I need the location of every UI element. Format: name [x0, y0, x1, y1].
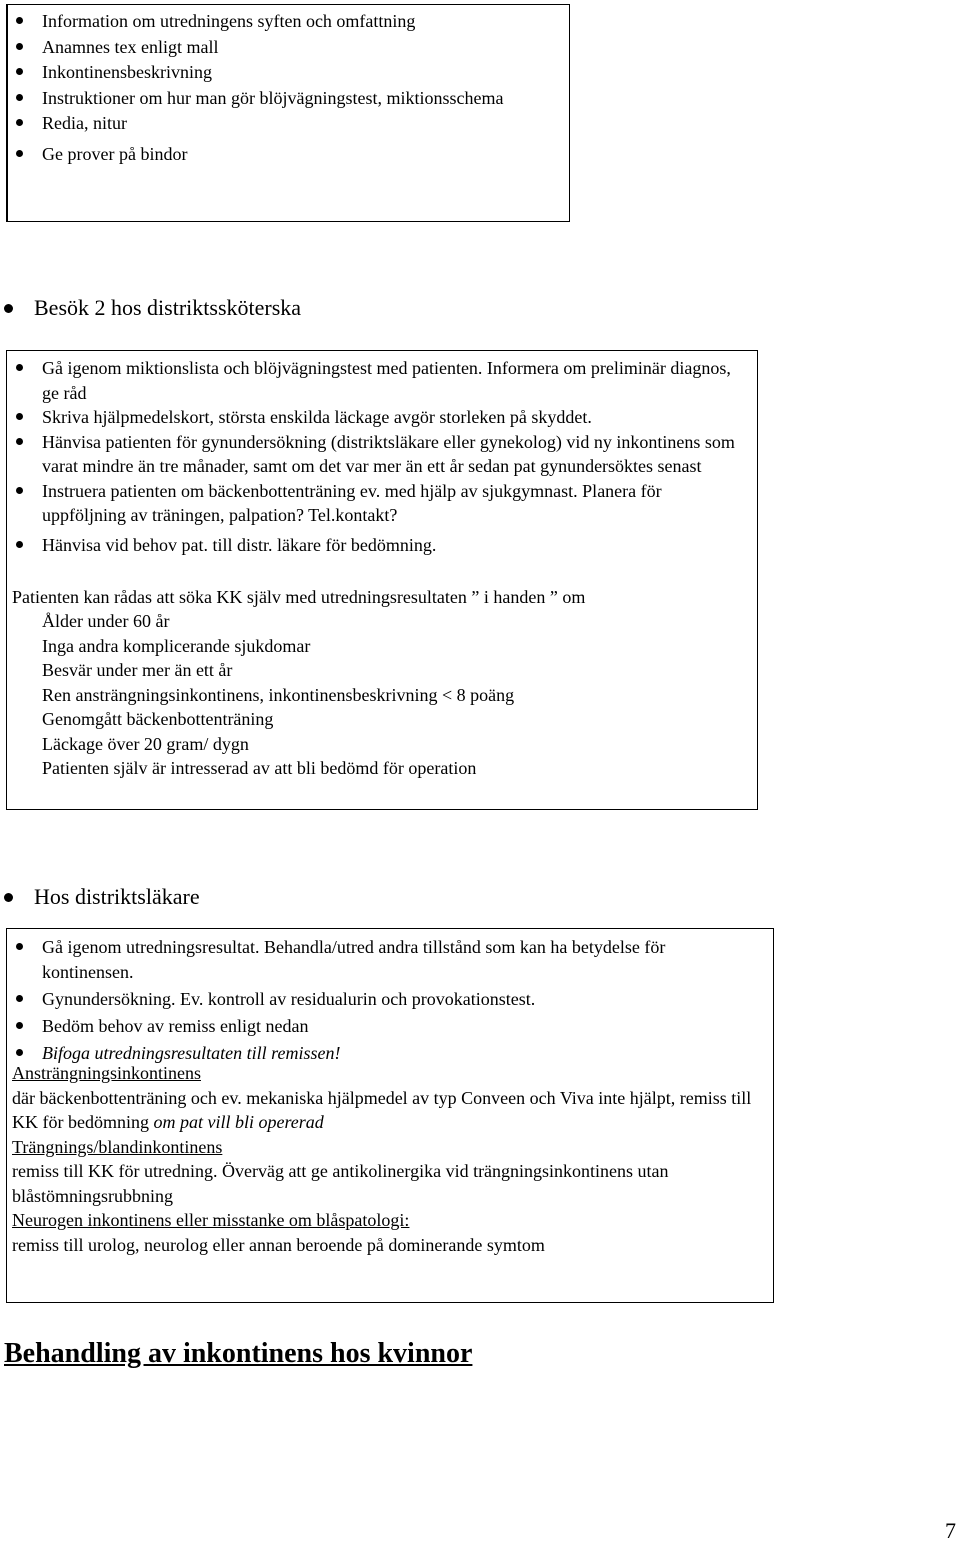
doctor-list	[6, 935, 756, 1066]
stress-heading: Ansträngningsinkontinens	[12, 1063, 201, 1083]
list-item: Bifoga utredningsresultaten till remissen!	[6, 1041, 756, 1066]
condition: Besvär under mer än ett år	[42, 660, 233, 680]
list-item: Instruktioner om hur man gör blöjvägningstest, miktionsschema	[6, 86, 546, 112]
stress-text	[12, 1086, 757, 1135]
condition: Genomgått bäckenbottenträning	[42, 709, 274, 729]
condition: Ålder under 60 år	[42, 611, 170, 631]
visit2-list	[6, 356, 736, 557]
urge-text: remiss till KK för utredning. Överväg att ge antikolinergika vid trängningsinkontinens utan blåstömningsrubbning	[12, 1161, 669, 1206]
list-item: Gå igenom miktionslista och blöjvägningstest med patienten. Informera om preliminär diagnos, ge råd	[6, 356, 736, 405]
list-item: Skriva hjälpmedelskort, största enskilda läckage avgör storleken på skyddet.	[6, 405, 736, 430]
info-list	[6, 9, 546, 167]
condition: Ren ansträngningsinkontinens, inkontinensbeskrivning < 8 poäng	[42, 684, 515, 705]
list-item: Information om utredningens syften och omfattning	[6, 9, 546, 35]
list-item: Instruera patienten om bäckenbottenträning ev. med hjälp av sjukgymnast. Planera för uppföljning av träningen, palpation? Tel.kontakt?	[6, 479, 736, 528]
referral-text	[12, 1061, 757, 1257]
list-item: Bedöm behov av remiss enligt nedan	[6, 1014, 756, 1039]
list-item: Inkontinensbeskrivning	[6, 60, 546, 86]
stress-text-italic: om pat vill bli opererad	[153, 1112, 324, 1132]
list-item: Gynundersökning. Ev. kontroll av residualurin och provokationstest.	[6, 987, 756, 1012]
list-item: Gå igenom utredningsresultat. Behandla/utred andra tillstånd som kan ha betydelse för kontinensen.	[6, 935, 756, 985]
section-heading-visit2: Besök 2 hos distriktssköterska	[0, 294, 301, 322]
condition: Läckage över 20 gram/ dygn	[42, 733, 249, 754]
kk-intro: Patienten kan rådas att söka KK själv med utredningsresultaten ” i handen ” om	[12, 587, 586, 607]
list-item: Ge prover på bindor	[6, 142, 546, 168]
page-number: 7	[945, 1518, 956, 1543]
list-item: Anamnes tex enligt mall	[6, 35, 546, 61]
neuro-heading: Neurogen inkontinens eller misstanke om blåspatologi:	[12, 1210, 410, 1230]
neuro-text: remiss till urolog, neurolog eller annan beroende på dominerande symtom	[12, 1234, 545, 1255]
stress-text-main: där bäckenbottenträning och ev. mekaniska hjälpmedel av typ Conveen och Viva inte hjälpt, remiss till KK för bedömning	[12, 1087, 752, 1132]
urge-heading: Trängnings/blandinkontinens	[12, 1136, 223, 1157]
section-heading-doctor: Hos distriktsläkare	[0, 883, 200, 911]
list-item: Hänvisa vid behov pat. till distr. läkare för bedömning.	[6, 533, 736, 558]
page-title: Behandling av inkontinens hos kvinnor	[4, 1338, 473, 1369]
kk-conditions	[6, 609, 514, 781]
condition: Patienten själv är intresserad av att bli bedömd för operation	[42, 758, 477, 778]
list-item: Redia, nitur	[6, 111, 546, 137]
condition: Inga andra komplicerande sjukdomar	[42, 635, 311, 656]
list-item: Hänvisa patienten för gynundersökning (distriktsläkare eller gynekolog) vid ny inkontinens som varat mindre än tre månader, samt om det var mer än ett år sedan pat gynundersöktes senast	[6, 430, 736, 479]
